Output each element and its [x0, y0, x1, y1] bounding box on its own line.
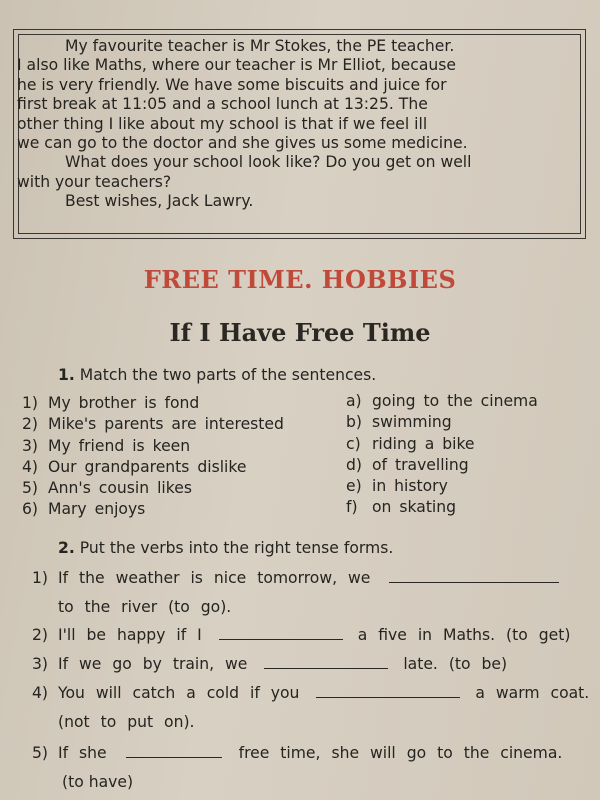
task1-instruction: Match the two parts of the sentences. [79, 366, 377, 384]
letter-line: first break at 11:05 and a school lunch at 13:25. The [17, 95, 428, 114]
task1-right-column [346, 391, 538, 519]
list-item: a) going to the cinema [346, 392, 538, 410]
answer-blank[interactable] [264, 656, 388, 669]
exercise-item-3: 3) If we go by train, we late. (to be) [32, 655, 508, 673]
exercise-item-1-continuation: to the river (to go). [58, 598, 232, 616]
exercise-item-4-continuation: (not to put on). [58, 713, 195, 731]
letter-line: I also like Maths, where our teacher is Mr Elliot, because [17, 56, 457, 75]
section-title: FREE TIME. HOBBIES [143, 265, 457, 294]
list-item: 4) Our grandparents dislike [22, 457, 247, 476]
letter-line: he is very friendly. We have some biscuits and juice for [17, 75, 447, 94]
list-item: 6) Mary enjoys [22, 500, 146, 519]
task1-number: 1. [58, 366, 75, 384]
list-item: 5) Ann's cousin likes [22, 479, 192, 498]
task2-instruction: Put the verbs into the right tense forms. [79, 539, 394, 557]
exercise-item-5: 5) If she free time, she will go to the cinema. [32, 744, 563, 762]
letter-signature: Best wishes, Jack Lawry. [65, 192, 254, 211]
exercise-item-5-continuation: (to have) [62, 773, 134, 791]
answer-blank[interactable] [316, 685, 460, 698]
answer-blank[interactable] [126, 745, 222, 758]
answer-blank[interactable] [389, 570, 559, 583]
list-item: f) on skating [346, 498, 457, 517]
letter-text [17, 37, 562, 212]
task1-left-column [22, 393, 284, 521]
list-item: 3) My friend is keen [22, 436, 191, 455]
task1-heading [58, 366, 376, 384]
list-item: e) in history [346, 477, 448, 496]
letter-line: we can go to the doctor and she gives us some medicine. [17, 134, 468, 153]
exercise-item-2: 2) I'll be happy if I a five in Maths. (to get) [32, 626, 571, 644]
list-item: 1) My brother is fond [22, 394, 200, 412]
task2-number: 2. [58, 539, 75, 557]
list-item: c) riding a bike [346, 434, 475, 453]
list-item: d) of travelling [346, 455, 469, 474]
letter-line: My favourite teacher is Mr Stokes, the PE teacher. [65, 37, 455, 55]
answer-blank[interactable] [219, 627, 343, 640]
lesson-title: If I Have Free Time [169, 318, 431, 347]
list-item: b) swimming [346, 413, 452, 432]
letter-line: other thing I like about my school is that if we feel ill [17, 114, 428, 133]
task2-heading [58, 539, 393, 557]
exercise-item-4: 4) You will catch a cold if you a warm coat. [32, 684, 590, 702]
letter-line: What does your school look like? Do you get on well [65, 153, 472, 172]
letter-line: with your teachers? [17, 172, 172, 191]
list-item: 2) Mike's parents are interested [22, 415, 284, 434]
exercise-item-1: 1) If the weather is nice tomorrow, we [32, 569, 559, 587]
